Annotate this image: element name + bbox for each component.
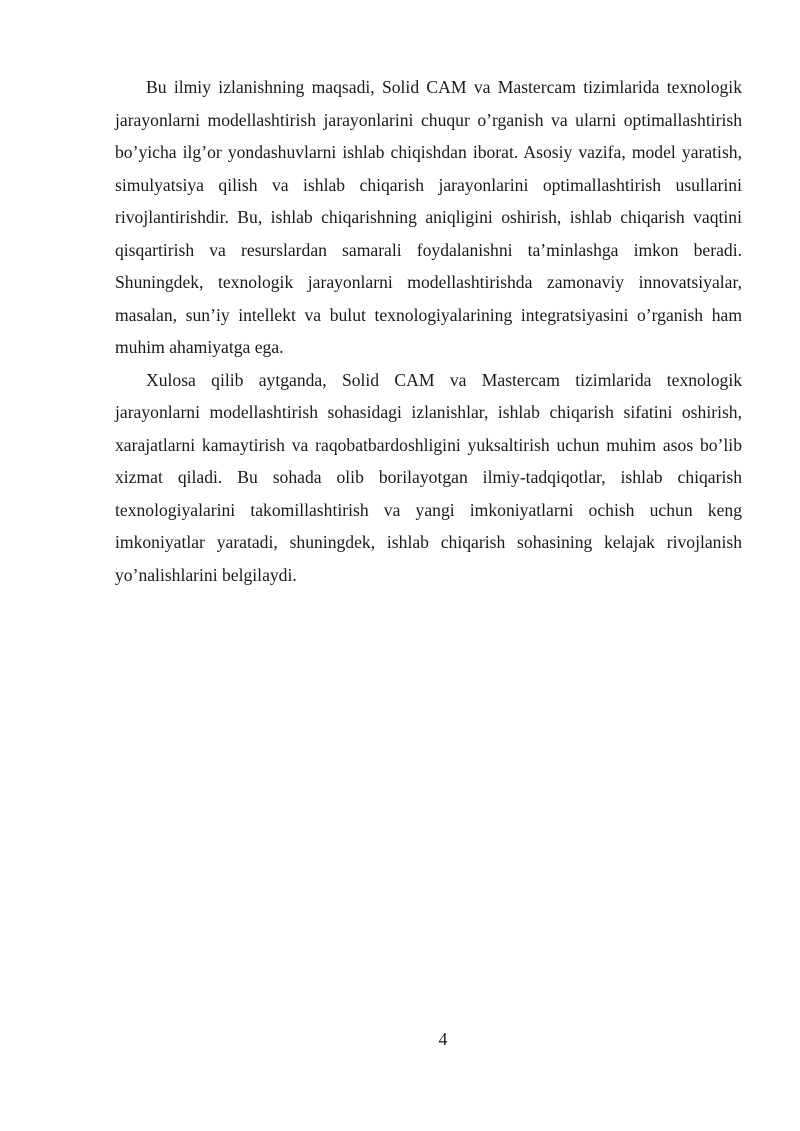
- paragraph-1: Bu ilmiy izlanishning maqsadi, Solid CAM va Mastercam tizimlarida texnologik jarayonlarni modellashtirish jarayonlarini chuqur o’rganish va ularni optimallashtirish bo’yicha ilg’or yondashuvlarni ishlab chiqishdan iborat. Asosiy vazifa, model yaratish, simulyatsiya qilish va ishlab chiqarish jarayonlarini optimallashtirish usullarini rivojlantirishdir. Bu, ishlab chiqarishning aniqligini oshirish, ishlab chiqarish vaqtini qisqartirish va resurslardan samarali foydalanishni ta’minlashga imkon beradi. Shuningdek, texnologik jarayonlarni modellashtirishda zamonaviy innovatsiyalar, masalan, sun’iy intellekt va bulut texnologiyalarining integratsiyasini o’rganish ham muhim ahamiyatga ega.: [115, 77, 742, 357]
- page-number: 4: [438, 1029, 448, 1049]
- paragraph-2: Xulosa qilib aytganda, Solid CAM va Mastercam tizimlarida texnologik jarayonlarni modellashtirish sohasidagi izlanishlar, ishlab chiqarish sifatini oshirish, xarajatlarni kamaytirish va raqobatbardoshligini yuksaltirish uchun muhim asos bo’lib xizmat qiladi. Bu sohada olib borilayotgan ilmiy-tadqiqotlar, ishlab chiqarish texnologiyalarini takomillashtirish va yangi imkoniyatlarni ochish uchun keng imkoniyatlar yaratadi, shuningdek, ishlab chiqarish sohasining kelajak rivojlanish yo’nalishlarini belgilaydi.: [115, 369, 742, 585]
- document-body: [115, 71, 742, 591]
